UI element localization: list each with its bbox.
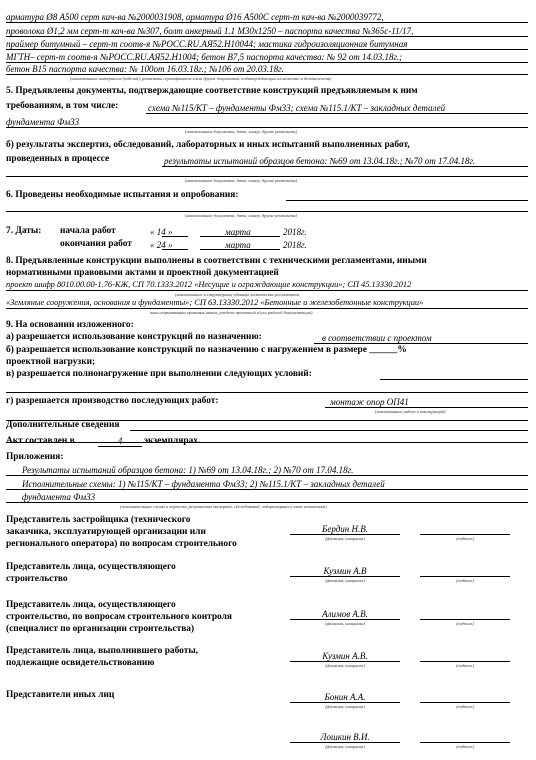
rep-4-label-2: подлежащие освидетельствованию — [6, 658, 155, 668]
rep-5-name: Бонин А.А. — [324, 692, 366, 702]
section-9a-value: в соответствии с проектом — [322, 333, 432, 343]
rep-1-name: Бердин Н.В. — [322, 524, 368, 534]
attachment-line-2: Исполнительные схемы: 1) №115/КТ – фундамента Фм33; 2) №115.1/КТ – закладных деталей — [22, 479, 385, 489]
section-5b-caption: (наименование документа, дата, номер, другие реквизиты) — [185, 178, 297, 183]
section-5b-line-2-label: проведенных в процессе — [6, 154, 110, 164]
act-label-after: экземплярах. — [144, 436, 201, 446]
start-year: 2018г. — [283, 227, 307, 237]
rep-6-sign-caption: (подпись) — [456, 744, 474, 749]
section-9b-label-2: проектной нагрузки; — [6, 357, 96, 367]
section-9-title: 9. На основании изложенного: — [6, 320, 134, 330]
rep-3-name-caption: (фамилия, инициалы) — [325, 621, 365, 626]
section-5b-value: результаты испытаний образцов бетона: №69 от 13.04.18г.; №70 от 17.04.18г. — [164, 156, 476, 166]
rep-5-name-caption: (фамилия, инициалы) — [325, 704, 365, 709]
materials-line-3: праймер битумный – серт-т соотв-я №РОСС.RU.АЯ52.Н10044; мастика гидроизоляционная битумная — [6, 39, 408, 49]
section-8-value-1: проект шифр 8010.00.00-1.76-КЖ, СП 70.1333.2012 «Несущие и ограждающие конструкции»; СП 45.13330.2012 — [6, 280, 412, 289]
section-9g-label: г) разрешается производство последующих работ: — [6, 396, 219, 406]
end-year: 2018г. — [283, 240, 307, 250]
attachment-line-1: Результаты испытаний образцов бетона: 1) №69 от 13.04.18г.; 2) №70 от 17.04.18г. — [22, 465, 354, 475]
section-7-label: 7. Даты: — [6, 226, 42, 236]
section-5b-line-1: б) результаты экспертиз, обследований, лабораторных и иных испытаний выполненных работ, — [6, 140, 410, 150]
rep-3-label-3: (специалист по организации строительства) — [6, 624, 195, 634]
materials-line-4: МГТН– серт-т соотв-я №РОСС.RU.АЯ52.Н1004; бетон В7,5 паспорта качества: № 92 от 14.03.18г.; — [6, 52, 403, 62]
section-6-caption: (наименование документа, дата, номер, другие реквизиты) — [185, 213, 297, 218]
end-date-label: окончания работ — [60, 239, 132, 249]
materials-line-1: арматура Ø8 А500 серт кач-ва №2000031908, арматура Ø16 А500С серт-т кач-ва №2000039772, — [6, 12, 384, 22]
rep-1-sign-caption: (подпись) — [456, 536, 474, 541]
rep-2-label-2: строительство — [6, 574, 68, 584]
section-9a-label: а) разрешается использование конструкций по назначению: — [6, 332, 262, 342]
rep-3-sign-caption: (подпись) — [456, 621, 474, 626]
section-5-caption: (наименование документа, дата, номер, другие реквизиты) — [185, 129, 297, 134]
rep-3-name: Алимов А.В. — [322, 609, 368, 619]
rep-2-sign-caption: (подпись) — [456, 578, 474, 583]
section-5-docs-value-2: фундамента Фм33 — [6, 117, 80, 127]
rep-1-name-caption: (фамилия, инициалы) — [325, 536, 365, 541]
rep-2-name: Кузмин А.В — [323, 566, 367, 576]
materials-line-2: проволока Ø1,2 мм серт-т кач-ва №307, болт анкерный 1.1 М30х1250 – паспорта качества №365с-11/17, — [6, 26, 414, 36]
act-label-before: Акт составлен в — [6, 436, 75, 446]
rep-4-name-caption: (фамилия, инициалы) — [325, 663, 365, 668]
rep-2-label-1: Представитель лица, осуществляющего — [6, 562, 176, 572]
materials-caption: (наименование материалов (изделий), реквизиты сертификатов и/или других документов, подтверждающих их качество и безопасность) — [70, 76, 332, 81]
section-8-value-2: «Земляные сооружения, основания и фундаменты»; СП 63.13330.2012 «Бетонные и железобетонные конструкции» — [6, 298, 424, 307]
start-month: марта — [225, 227, 251, 237]
rep-5-sign-caption: (подпись) — [456, 704, 474, 709]
act-copies: 4 — [117, 436, 123, 446]
section-9g-caption: (наименование работ и конструкций) — [375, 409, 446, 414]
end-day: « 24 » — [150, 240, 173, 250]
rep-6-name-caption: (фамилия, инициалы) — [325, 744, 365, 749]
rep-3-label-2: строительство, по вопросам строительного контроля — [6, 612, 232, 622]
end-month: марта — [225, 240, 251, 250]
attachments-caption: (исполнительные схемы и чертежи, результаты экспертиз, обследований, лабораторных и иных испытаний) — [120, 504, 327, 509]
rep-1-label-3: регионального оператора) по вопросам строительного — [6, 539, 237, 549]
section-5-line-1: 5. Предъявлены документы, подтверждающие соответствие конструкций предъявляемым к ним — [6, 86, 418, 96]
materials-line-5: бетон В15 паспорта качества: № 100от 16.03.18г.; №106 от 20.03.18г. — [6, 64, 284, 74]
start-date-label: начала работ — [60, 226, 116, 236]
attachment-line-3: фундамента Фм33 — [22, 492, 96, 502]
rep-5-label-1: Представители иных лиц — [6, 690, 115, 700]
section-6-label: 6. Проведены необходимые испытания и опробования: — [6, 190, 239, 200]
rep-4-sign-caption: (подпись) — [456, 663, 474, 668]
section-8-line-2: нормативными правовыми актами и проектной документацией — [6, 268, 279, 278]
extra-info-label: Дополнительные сведения — [6, 420, 120, 430]
section-9g-value: монтаж опор ОП41 — [330, 397, 409, 407]
rep-6-name: Лошкин В.И. — [320, 732, 370, 742]
rep-4-label-1: Представитель лица, выполнившего работы, — [6, 646, 198, 656]
section-8-caption-2: иных нормативных правовых актов, разделы проектной и/или рабочей документации) — [150, 310, 313, 315]
rep-4-name: Кузмин А.В. — [322, 651, 368, 661]
section-8-caption-1: (наименование и структурные единицы технических регламентов, — [175, 292, 301, 297]
rep-2-name-caption: (фамилия, инициалы) — [325, 578, 365, 583]
section-5-line-2-label: требованиям, в том числе: — [6, 101, 119, 111]
rep-3-label-1: Представитель лица, осуществляющего — [6, 600, 176, 610]
rep-1-label-1: Представитель застройщика (технического — [6, 515, 191, 525]
attachments-title: Приложения: — [6, 452, 64, 462]
section-9v-label: в) разрешается полнонагружение при выполнении следующих условий: — [6, 369, 312, 379]
start-day: « 14 » — [150, 227, 173, 237]
section-8-line-1: 8. Предъявленные конструкции выполнены в соответствии с техническими регламентами, иными — [6, 256, 427, 266]
section-5-docs-value-1: схема №115/КТ – фундаменты Фм33; схема №115.1/КТ – закладных деталей — [148, 103, 446, 113]
rep-1-label-2: заказчика, эксплуатирующей организации или — [6, 527, 206, 537]
section-9b-label: б) разрешается использование конструкций по назначению с нагружением в размере ______% — [6, 345, 407, 355]
